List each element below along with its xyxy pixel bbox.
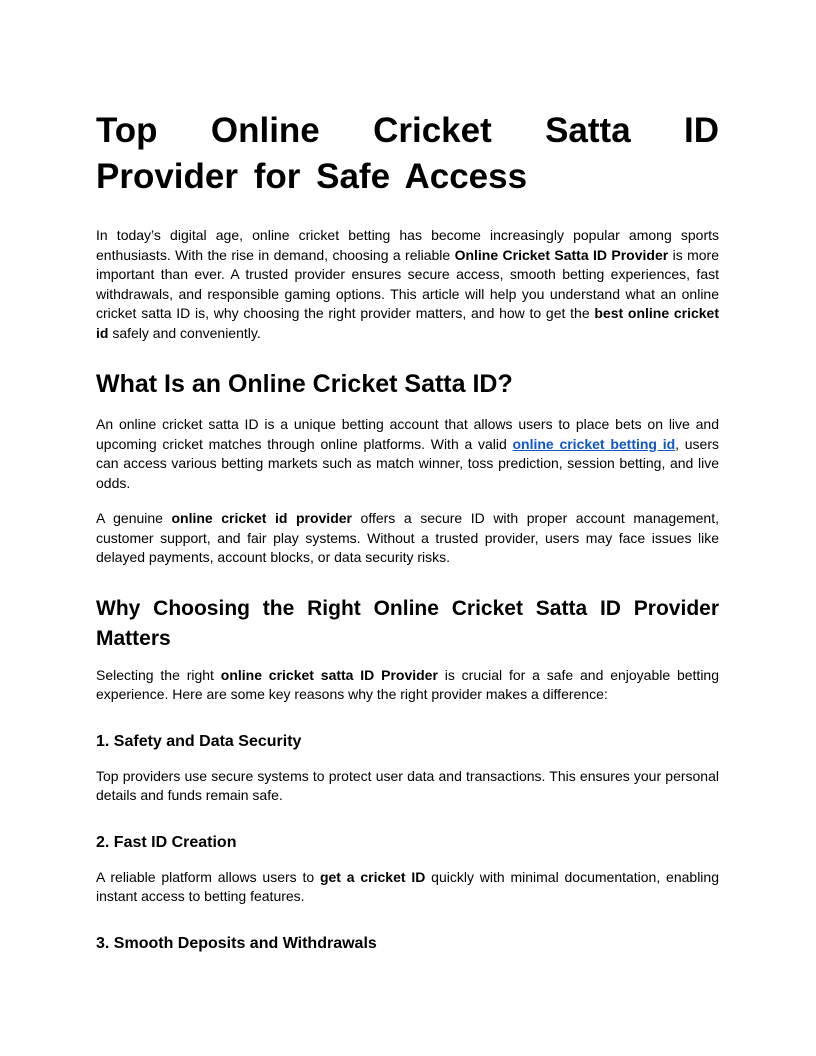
fast-id-text-1: A reliable platform allows users to	[96, 868, 320, 885]
intro-text-3: safely and conveniently.	[108, 324, 261, 341]
online-cricket-betting-id-link[interactable]: online cricket betting id	[512, 435, 676, 452]
subheading-safety: 1. Safety and Data Security	[96, 732, 302, 750]
intro-bold-provider: Online Cricket Satta ID Provider	[454, 246, 669, 263]
why-text-2: is crucial for a safe and enjoyable betting experience. Here are some key reasons why the right provider makes a difference:	[96, 666, 719, 702]
what-is-paragraph-2	[96, 509, 719, 568]
fast-id-paragraph	[96, 868, 719, 907]
section-heading-why-choosing: Why Choosing the Right Online Cricket Satta ID Provider Matters	[96, 596, 719, 650]
intro-bold-best-id: best online cricket id	[96, 305, 719, 341]
intro-paragraph	[96, 226, 719, 343]
fast-id-bold: get a cricket ID	[319, 868, 426, 885]
safety-paragraph: Top providers use secure systems to protect user data and transactions. This ensures your personal details and funds remain safe.	[96, 767, 719, 803]
intro-text-1: In today’s digital age, online cricket betting has become increasingly popular among sports enthusiasts. With the rise in demand, choosing a reliable	[96, 227, 719, 263]
what-is-p2-text-1: A genuine	[96, 510, 172, 526]
section-heading-what-is: What Is an Online Cricket Satta ID?	[96, 370, 513, 398]
what-is-p2-text-2: offers a secure ID with proper account management, customer support, and fair play systems. Without a trusted provider, users may face issues like delayed payments, account blocks, or data security risks.	[96, 510, 719, 565]
what-is-p2-bold: online cricket id provider	[171, 510, 352, 526]
what-is-paragraph-1	[96, 415, 719, 493]
why-bold: online cricket satta ID Provider	[220, 666, 438, 683]
fast-id-text-2: quickly with minimal documentation, enabling instant access to betting features.	[96, 868, 719, 904]
what-is-text-1: An online cricket satta ID is a unique betting account that allows users to place bets on live and upcoming cricket matches through online platforms. With a valid	[96, 416, 719, 452]
intro-text-2: is more important than ever. A trusted provider ensures secure access, smooth betting experiences, fast withdrawals, and responsible gaming options. This article will help you understand what an online cricket satta ID is, why choosing the right provider matters, and how to get the	[96, 246, 719, 321]
document-page	[96, 108, 719, 969]
why-choosing-paragraph	[96, 666, 719, 705]
what-is-text-2: , users can access various betting markets such as match winner, toss prediction, session betting, and live odds.	[96, 435, 719, 491]
subheading-fast-id: 2. Fast ID Creation	[96, 833, 237, 851]
why-text-1: Selecting the right	[96, 666, 221, 683]
page-title: Top Online Cricket Satta ID Provider for Safe Access	[96, 111, 719, 196]
subheading-deposits: 3. Smooth Deposits and Withdrawals	[96, 934, 377, 952]
